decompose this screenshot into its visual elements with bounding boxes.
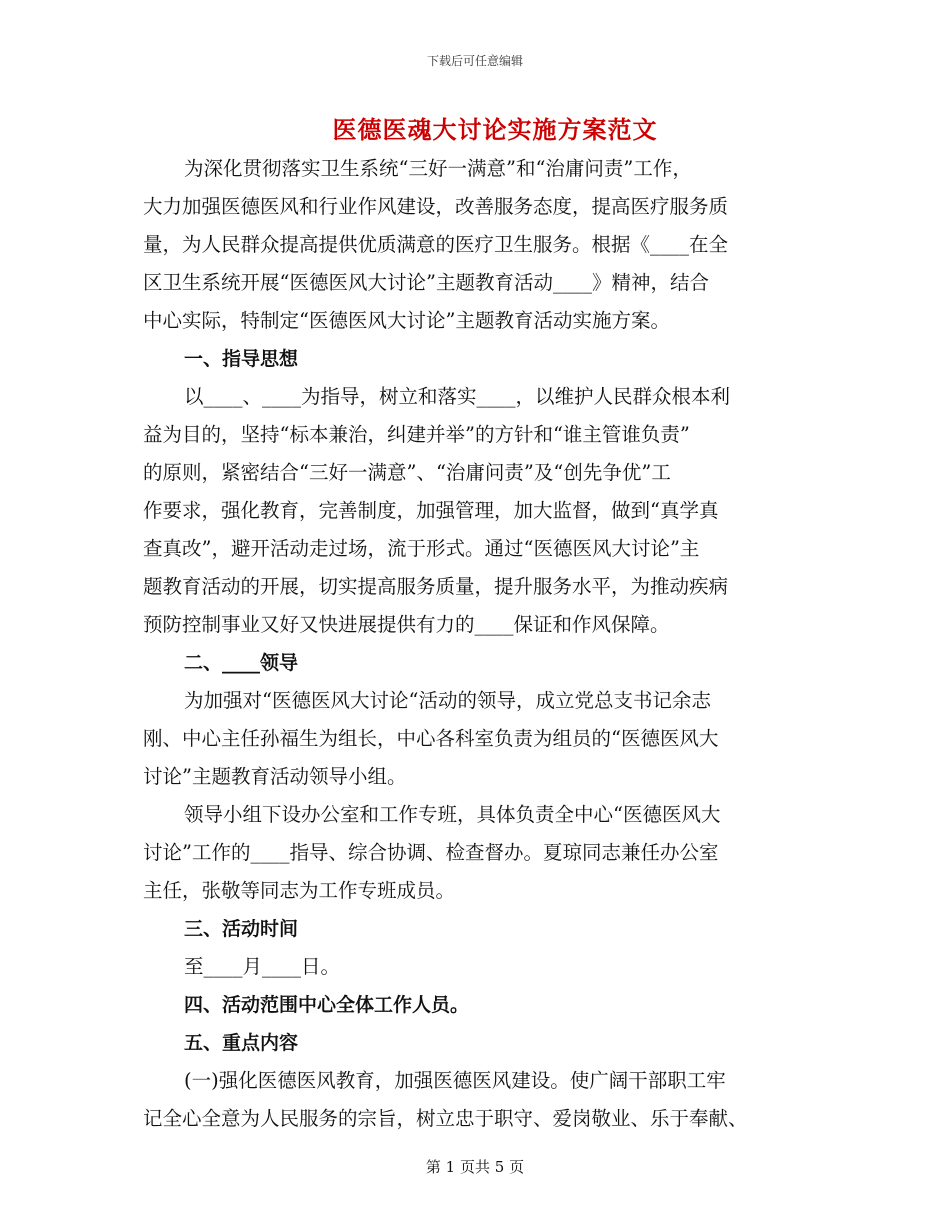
page-footer: 第 1 页共 5 页	[425, 1158, 525, 1176]
section-heading: 五、重点内容	[184, 1032, 299, 1054]
body-line: 至____月____日。	[184, 955, 341, 978]
body-line: 为深化贯彻落实卫生系统“三好一满意”和“治庸问责”工作，	[184, 157, 692, 180]
body-line: 预防控制事业又好又快进展提供有力的____保证和作风保障。	[143, 613, 670, 636]
body-line: 区卫生系统开展“医德医风大讨论”主题教育活动____》精神，结合	[143, 271, 709, 294]
body-line: 讨论”工作的____指导、综合协调、检查督办。夏琼同志兼任办公室	[143, 841, 719, 864]
body-line: 量，为人民群众提高提供优质满意的医疗卫生服务。根据《____在全	[143, 233, 729, 256]
body-line: 刚、中心主任孙福生为组长，中心各科室负责为组员的“医德医风大	[143, 727, 719, 750]
section-heading: 一、指导思想	[184, 348, 299, 370]
document-body	[143, 150, 803, 1138]
body-line: 为加强对“医德医风大讨论“活动的领导，成立党总支书记余志	[184, 689, 711, 712]
body-line: 以____、____为指导，树立和落实____，以维护人民群众根本利	[184, 385, 731, 408]
body-line: 领导小组下设办公室和工作专班，具体负责全中心“医德医风大	[184, 803, 721, 826]
body-line: 讨论”主题教育活动领导小组。	[143, 765, 407, 788]
body-line: 主任，张敬等同志为工作专班成员。	[143, 879, 456, 902]
body-line: (一)强化医德医风教育，加强医德医风建设。使广阔干部职工牢	[184, 1069, 726, 1092]
body-line: 中心实际，特制定“医德医风大讨论”主题教育活动实施方案。	[143, 309, 670, 332]
body-line: 记全心全意为人民服务的宗旨，树立忠于职守、爱岗敬业、乐于奉献、	[143, 1107, 748, 1130]
section-heading: 三、活动时间	[184, 918, 299, 940]
body-line: 大力加强医德医风和行业作风建设，改善服务态度，提高医疗服务质	[143, 195, 729, 218]
body-line: 题教育活动的开展，切实提高服务质量，提升服务水平，为推动疾病	[143, 575, 729, 598]
section-heading: 二、____领导	[184, 652, 299, 674]
body-line: 作要求，强化教育，完善制度，加强管理，加大监督，做到“真学真	[143, 499, 719, 522]
body-line: 查真改”，避开活动走过场，流于形式。通过“医德医风大讨论”主	[143, 537, 700, 560]
header-note: 下载后可任意编辑	[426, 54, 523, 68]
body-line: 的原则，紧密结合“三好一满意”、“治庸问责”及“创先争优”工	[143, 461, 671, 484]
document-title: 医德医魂大讨论实施方案范文	[332, 115, 658, 144]
body-line: 益为目的，坚持“标本兼治，纠建并举”的方针和“谁主管谁负责”	[143, 423, 690, 446]
section-heading: 四、活动范围中心全体工作人员。	[184, 994, 470, 1016]
